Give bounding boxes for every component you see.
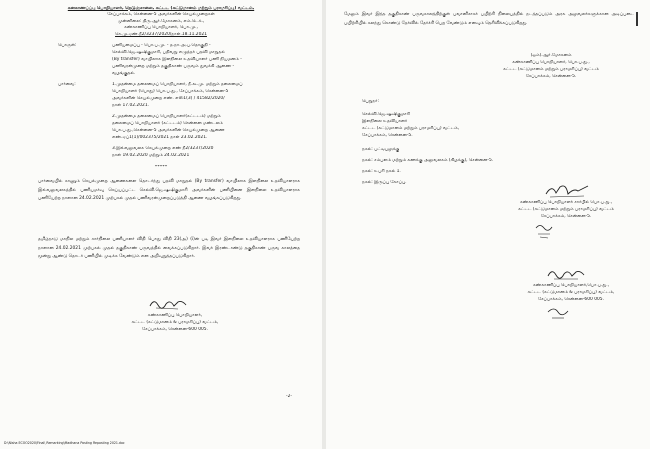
- forward-line: கட்டட (கட்டுமானம் மற்றும் பராமரிப்பு) வட்டம்: [518, 207, 614, 212]
- recipient-office: கட்டட (கட்டுமானம் மற்றும் பராமரிப்பு) வட்டம்,: [362, 126, 460, 131]
- body-paragraph-3: மேலும் இவர் இந்த தகுதிகாண் பருவகாலத்திற்குள் பவானிசாகர் பயிற்சி நிலையத்தில் நடத்தப்படும் அரசு அலுவலர்களுக்கான அடிப்படை பயிற்சியில் கலந்து கொண்டு தேர்வில் தேர்ச்சி பெற வேண்டும் எனவும் தெரிவிக்கப்படுகிறது.: [344, 12, 634, 26]
- signatory-office: கட்டட (கட்டுமானம் மற்றும் பராமரிப்பு) வட்டம்: [503, 67, 599, 72]
- left-page: [0, 0, 322, 449]
- subject-label: பொருள்:: [58, 43, 77, 48]
- reference-item: 3.இவ்வலுவலக செயல்முறை எண் நீ2/3237/2020: [112, 146, 214, 151]
- signatory-address: சேப்பாக்கம், சென்னை-5.: [525, 74, 577, 79]
- signatory-office: கட்டட (கட்டுமானம் & பராமரிப்பு) வட்டம்,: [527, 290, 615, 295]
- recipient-address: சேப்பாக்கம், சென்னை-5.: [362, 133, 413, 138]
- right-page: [326, 0, 650, 449]
- signatory-name: (ஒம்).ஆர்.மோகனம்: [530, 53, 572, 58]
- body-paragraph-1: பார்வையில் காணும் செயல்முறை ஆணைகளை தொடர்ந்து பதவி மாறுதல் (By transfer) வாயிலாக இளநிலை உதவியாளராக இவ்வலுவலகத்தில் பணியமர்வு செய்யப்பட்ட செல்வி.ஜெ.ஷஷிகுமாரி அவர்களின் பணியினை இளநிலை உதவியாளராக பணியேற்ற நாளான 24.02.2021 முற்பகல் முதல் பணிவரன்முறைப்படுத்தி ஆணை வழங்கப்படுகிறது.: [38, 179, 300, 202]
- stars-separator: *****: [154, 165, 168, 170]
- body-paragraph-2: தமிழ்நாடு மாநில மற்றும் சார்நிலை பணியாளர் விதி பொது விதி 23(அ) (i)ன் படி இவர் இளநிலை உதவியாளராக பணியேற்ற நாளான 24.02.2021 முற்பகல் முதல் தகுதிகாண் பருவத்தில் வைக்கப்படுகிறார். இவர் இரண்டாண்டு தகுதிகாண் பருவ காலத்தை மூன்று ஆண்டு தொடர் பணியில் முடிக்க வேண்டும் என அறிவுறுத்தப்படுகிறார்.: [38, 237, 300, 260]
- header-line-4: கண்காணிப்பு பொறியாளர், பொ.மு.,: [124, 25, 198, 30]
- recipient-name: செல்வி.ஜெ.ஷஷிகுமாரி: [362, 112, 410, 117]
- signature: [148, 296, 188, 312]
- subject-line: (By transfer) வாயிலாக இளநிலை உதவியாளர் பணி நியமனம் -: [112, 57, 242, 62]
- subject-line: வழங்குதல்.: [112, 71, 136, 76]
- recipient-designation: இளநிலை உதவியாளர்: [362, 119, 408, 124]
- recipient-label: பெறுநர்:: [362, 99, 379, 104]
- reference-item: தலைமைப் பொறியாளர் (கட்டடம்) சென்னை மண்டலம்: [112, 121, 223, 126]
- copy-line: நகல்: உபரி நகல் 1.: [362, 169, 401, 174]
- reference-item: 2.முதன்மை தலைமைப் பொறியாளர்(கட்டடம்) மற்றும்: [112, 114, 221, 119]
- reference-item: 1.முதன்மை தலைமைப் பொறியாளர், நீ.கூ.மு. மற்றும் தலைமைப்: [112, 82, 243, 87]
- header-line-3: முன்னிலை: திரு.ஆர்.மோகனம், எம்.டெக்.,: [117, 19, 205, 24]
- signatory-address: சேப்பாக்கம், சென்னை-600 005.: [142, 327, 208, 332]
- reference-item: பொறியாளர் (பொது) பொ.ப.து., சேப்பாக்கம், சென்னை-5: [112, 89, 229, 94]
- copy-line: நகல்: இருப்பு கோப்பு.: [362, 180, 407, 185]
- margin-mark: [636, 12, 638, 26]
- signatory-title: கண்காணிப்பு பொறியாளர்,: [147, 313, 203, 318]
- header-line-2: சேப்பாக்கம், சென்னை-5 அவர்களின் செயல்முறைகள்: [107, 12, 215, 17]
- reference-item: நாள் 19.02.2020 மற்றும் 24.02.2021: [112, 153, 190, 158]
- signature: [546, 266, 586, 282]
- signatory-title: கண்காணிப்பு பொறியாளர்,பொ.ப.து.,: [532, 283, 610, 288]
- copy-line: நகல்: பட்டியலுக்கு: [362, 147, 400, 152]
- header-line-1: கனகாணப்ப்பு பொறியாளர், நெடுஞ்சாலை, கட்டட (கட்டுமானம் மற்றும் பராமரிப்பு) வட்டம்,: [67, 6, 255, 11]
- reference-item: நாள் 17.02.2021.: [112, 103, 150, 108]
- signatory-address: சேப்பாக்கம், சென்னை-600 005.: [538, 297, 604, 302]
- initials: [546, 306, 570, 322]
- reference-item: பொ.ப.து.,சென்னை-5 அவர்களின் செயல்முறை ஆணை: [112, 128, 225, 133]
- signatory-office: கட்டட (கட்டுமானம் & பராமரிப்பு) வட்டம்,: [131, 320, 219, 325]
- signature: [544, 182, 590, 200]
- file-path-footer: D:\Nisha ECOO2020\Final\ Remarking\Madhana Posting Reposting 2021.doc: [4, 441, 125, 445]
- reference-item: எண்.ஏப்1(1)/002375/2021 நாள் 23.02.2021.: [112, 135, 208, 140]
- initials: [534, 222, 556, 240]
- signatory-title: கண்காணிப்பு பொறியாளர், பொ.ப.து.,: [512, 60, 590, 65]
- references-label: பார்வை:: [58, 82, 76, 87]
- subject-line: பணிவரன்முறை மற்றும் தகுதிகாண் பருவம் துவக்கி ஆணை -: [112, 64, 235, 69]
- subject-line: செல்வி.ஜெ.ஷஷிகுமாரி, பதிவறு எழுத்தர் பதவி மாறுதல்: [112, 50, 225, 55]
- reference-item: அவர்களின் செயல்முறை எண். எஸ்1(3) / 41582/2020/: [112, 96, 225, 101]
- reference-number: செ.மு.ஏண்.நீ2/3237/2020/நாள்.18.11.2021: [115, 32, 207, 37]
- subject-line: பணியமைப்பு - பொ.ப.மு. - த.நா.அ.ப.தொகுதி -: [112, 43, 211, 48]
- copy-line: நகல்: சம்பளம் மற்றும் கணக்கு அலுவலகம் (கிழக்கு), சென்னை-5.: [362, 158, 494, 163]
- page-number: -2-: [286, 394, 292, 399]
- forward-line: கண்காணிப்பு பொறியாளர் சார்பில் பொ.ப.து.,: [519, 200, 613, 205]
- forward-line: சேப்பாக்கம், சென்னை-5.: [540, 214, 592, 219]
